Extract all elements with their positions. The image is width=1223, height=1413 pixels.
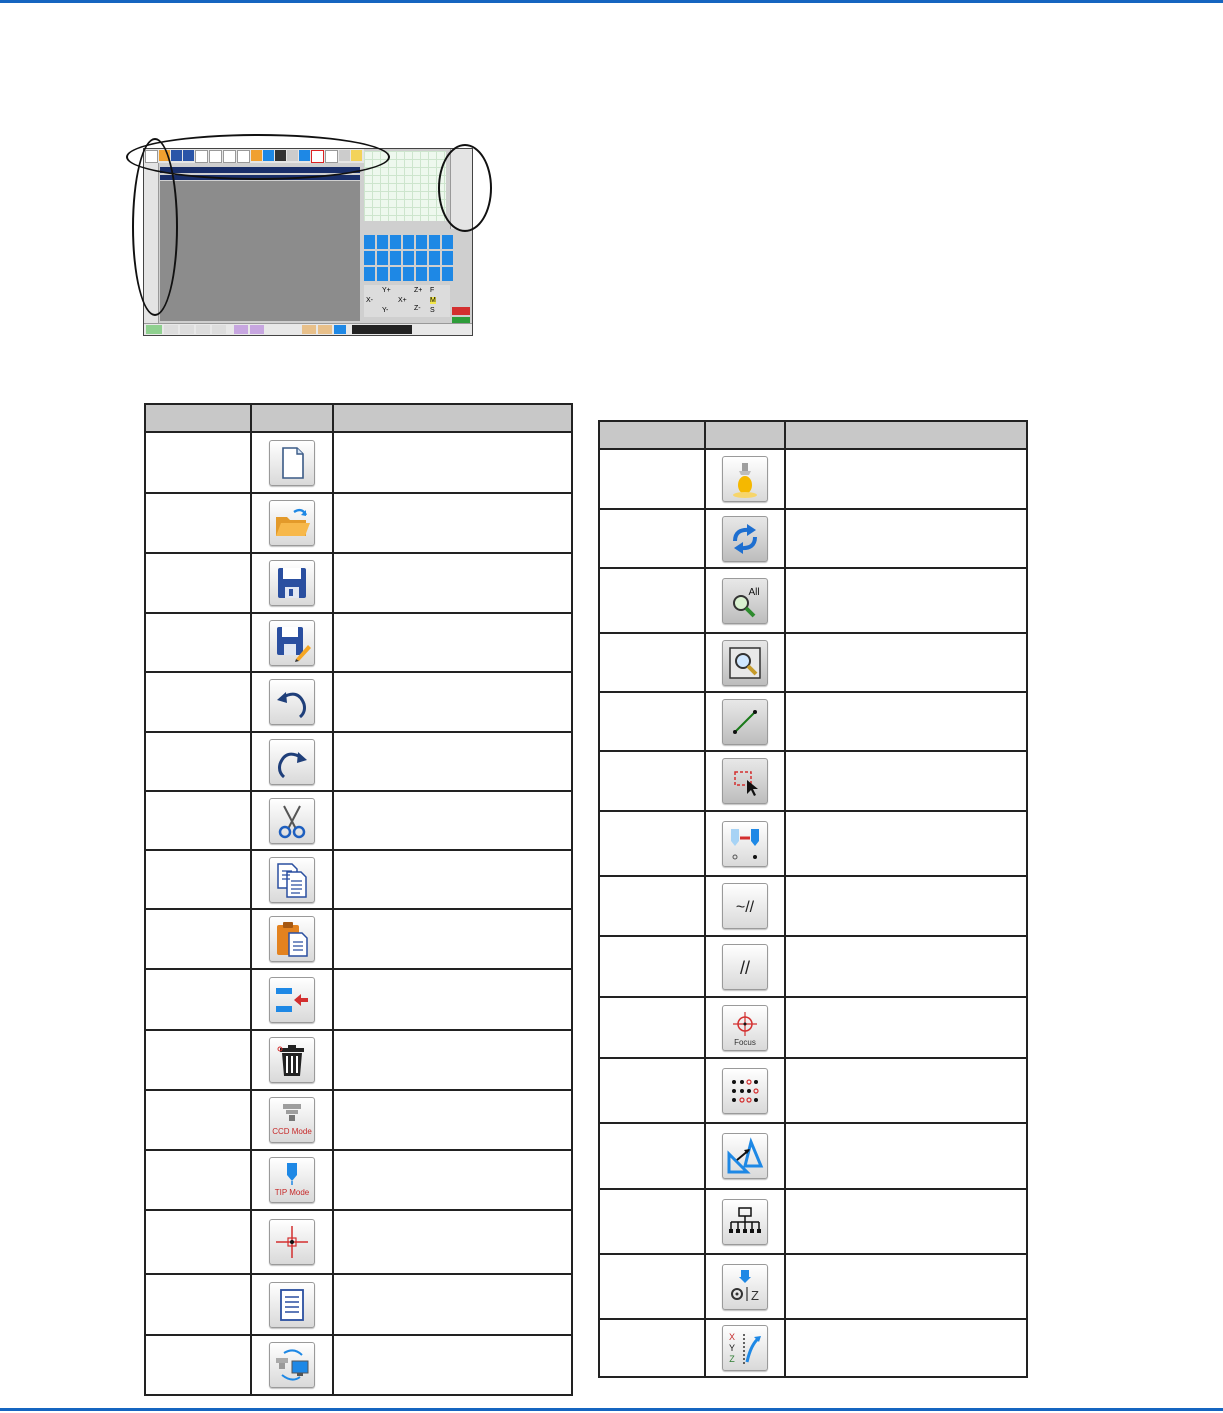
table-row xyxy=(599,936,1027,997)
right-column-highlight-oval xyxy=(438,144,492,232)
paste-icon xyxy=(269,916,315,962)
jog-m-label: M xyxy=(430,297,436,304)
bottom-rule xyxy=(0,1408,1223,1411)
column-header xyxy=(599,421,705,449)
column-header xyxy=(705,421,785,449)
top-rule xyxy=(0,0,1223,3)
save-as-icon xyxy=(269,620,315,666)
table-row xyxy=(599,751,1027,811)
table-row xyxy=(599,568,1027,633)
column-header xyxy=(333,404,572,432)
new-file-icon xyxy=(269,440,315,486)
measure-line-icon xyxy=(722,699,768,745)
table-row xyxy=(599,1189,1027,1254)
delete-icon xyxy=(269,1037,315,1083)
lamp-icon xyxy=(722,456,768,502)
text-document-icon xyxy=(269,1282,315,1328)
sidebar-icon-table xyxy=(598,420,1028,1378)
jog-y-plus: Y+ xyxy=(382,287,391,294)
crosshair-icon xyxy=(269,1219,315,1265)
column-header xyxy=(785,421,1027,449)
focus-icon xyxy=(722,1005,768,1051)
z-setting-icon xyxy=(722,1264,768,1310)
table-row xyxy=(599,811,1027,876)
table-row xyxy=(145,1090,572,1150)
table-row xyxy=(145,909,572,969)
thumb-status-red xyxy=(452,307,470,315)
dot-array-icon xyxy=(722,1068,768,1114)
copy-icon xyxy=(269,857,315,903)
table-row xyxy=(599,1058,1027,1123)
z-setting-caption: Z xyxy=(751,1287,759,1303)
column-header xyxy=(145,404,251,432)
table-row xyxy=(145,969,572,1030)
tree-icon xyxy=(722,1199,768,1245)
ccd-mode-caption: CCD Mode xyxy=(272,1127,312,1136)
xyz-x-caption: X xyxy=(728,1332,736,1342)
table-row xyxy=(145,1150,572,1210)
table-header-row xyxy=(145,404,572,432)
table-row xyxy=(599,1254,1027,1319)
tip-mode-caption: TIP Mode xyxy=(274,1188,310,1197)
thumb-bottom-bar xyxy=(144,323,472,335)
focus-caption: Focus xyxy=(734,1037,756,1047)
refresh-icon xyxy=(722,516,768,562)
tip-mode-icon xyxy=(269,1157,315,1203)
cut-icon xyxy=(269,798,315,844)
column-header xyxy=(251,404,333,432)
thumb-jog-panel xyxy=(364,285,450,317)
zoom-all-icon xyxy=(722,578,768,624)
table-row xyxy=(599,876,1027,936)
table-row xyxy=(145,613,572,672)
double-slash-caption: // xyxy=(739,957,751,978)
table-row xyxy=(145,432,572,493)
xyz-path-icon xyxy=(722,1325,768,1371)
left-column-highlight-oval xyxy=(132,138,178,316)
xyz-z-caption: Z xyxy=(729,1354,735,1364)
table-row xyxy=(599,1123,1027,1189)
table-row xyxy=(145,1274,572,1335)
open-folder-icon xyxy=(269,500,315,546)
table-row xyxy=(599,449,1027,509)
thumb-command-grid xyxy=(364,235,454,281)
save-icon xyxy=(269,560,315,606)
toolbar-icon-table xyxy=(144,403,573,1396)
table-row xyxy=(145,672,572,732)
table-row xyxy=(599,509,1027,568)
jog-z-plus: Z+ xyxy=(414,287,423,294)
tilde-line-caption: ~// xyxy=(735,899,755,916)
zoom-all-caption: All xyxy=(748,586,760,598)
ccd-mode-icon xyxy=(269,1097,315,1143)
table-row xyxy=(145,1210,572,1274)
undo-icon xyxy=(269,679,315,725)
transfer-icon xyxy=(269,1342,315,1388)
offset-icon xyxy=(722,821,768,867)
jog-z-minus: Z- xyxy=(414,305,421,312)
xyz-y-caption: Y xyxy=(728,1343,736,1353)
table-row xyxy=(145,1030,572,1090)
table-header-row xyxy=(599,421,1027,449)
tilde-line-icon xyxy=(722,883,768,929)
jog-y-minus: Y- xyxy=(382,307,389,314)
jog-x-plus: X+ xyxy=(398,297,407,304)
table-row xyxy=(145,791,572,850)
double-slash-icon xyxy=(722,944,768,990)
table-row xyxy=(599,633,1027,692)
table-row xyxy=(599,1319,1027,1377)
table-row xyxy=(145,493,572,553)
table-row xyxy=(599,692,1027,751)
table-row xyxy=(599,997,1027,1058)
jog-s-label: S xyxy=(430,307,435,314)
table-row xyxy=(145,1335,572,1395)
zoom-window-icon xyxy=(722,640,768,686)
insert-icon xyxy=(269,977,315,1023)
thumb-canvas xyxy=(160,181,360,321)
table-row xyxy=(145,732,572,791)
table-row xyxy=(145,850,572,909)
table-row xyxy=(145,553,572,613)
select-area-icon xyxy=(722,758,768,804)
redo-icon xyxy=(269,739,315,785)
vector-icon xyxy=(722,1133,768,1179)
jog-f-label: F xyxy=(430,287,435,294)
jog-x-minus: X- xyxy=(366,297,373,304)
